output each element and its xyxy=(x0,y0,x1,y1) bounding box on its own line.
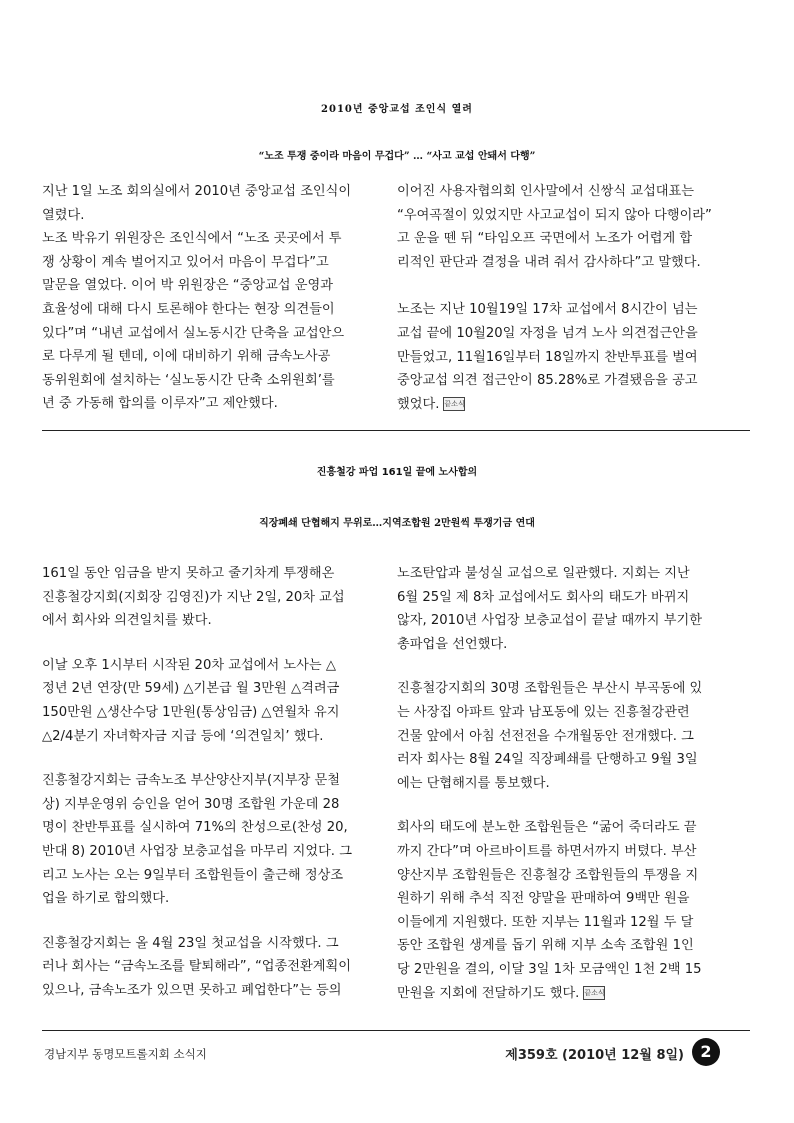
text-line: 리고 노사는 오는 9일부터 조합원들이 출근해 정상조 xyxy=(42,867,344,883)
text-line: 정년 2년 연장(만 59세) △기본급 월 3만원 △격려금 xyxy=(42,681,340,697)
text-line: 이어진 사용자협의회 인사말에서 신쌍식 교섭대표는 xyxy=(397,184,695,199)
article1-right-column xyxy=(397,180,727,416)
text-line: 총파업을 선언했다. xyxy=(397,636,508,652)
text-line: 진흥철강지회는 금속노조 부산양산지부(지부장 문철 xyxy=(42,773,340,789)
article2-left-paragraph xyxy=(42,932,372,1003)
article2-headline: 진흥철강 파업 161일 끝에 노사합의 xyxy=(316,467,478,478)
article2-right-paragraph xyxy=(397,677,727,795)
text-line: 있다”며 “내년 교섭에서 실노동시간 단축을 교섭안으 xyxy=(42,325,345,341)
article2-subheadline: 직장폐쇄 단협해지 무위로…지역조합원 2만원씩 투쟁기금 연대 xyxy=(259,518,535,529)
text-line: 있으나, 금속노조가 있으면 못하고 폐업한다”는 등의 xyxy=(42,982,342,998)
article2-right-paragraph xyxy=(397,816,727,1005)
page-number: 2 xyxy=(692,1038,720,1066)
text-line: 150만원 △생산수당 1만원(통상임금) △연월차 유지 xyxy=(42,704,340,720)
article1-left-paragraph xyxy=(42,180,372,416)
article1-headline: 2010년 중앙교섭 조인식 열려 xyxy=(321,104,473,115)
text-line: 반대 8) 2010년 사업장 보충교섭을 마무리 지었다. 그 xyxy=(42,843,352,859)
text-line: 교섭 끝에 10월20일 자정을 넘겨 노사 의견접근안을 xyxy=(397,325,698,341)
text-line: 이들에게 지원했다. 또한 지부는 11월과 12월 두 달 xyxy=(397,914,694,930)
text-line: 않자, 2010년 사업장 보충교섭이 끝날 때까지 부기한 xyxy=(397,613,702,629)
text-line: 는 사장집 아파트 앞과 남포동에 있는 진흥철강관련 xyxy=(397,704,690,720)
text-line: 리적인 판단과 결정을 내려 줘서 감사하다”고 말했다. xyxy=(397,254,701,270)
text-line: 말문을 열었다. 이어 박 위원장은 “중앙교섭 운영과 xyxy=(42,278,333,294)
article2-left-paragraph xyxy=(42,654,372,748)
text-line: 지난 1일 노조 회의실에서 2010년 중앙교섭 조인식이 xyxy=(42,184,352,199)
issue-info: 제359호 (2010년 12월 8일) xyxy=(505,1048,684,1063)
article1-left-column xyxy=(42,180,372,416)
text-line: 6월 25일 제 8차 교섭에서도 회사의 태도가 바뀌지 xyxy=(397,589,690,605)
text-line xyxy=(397,393,727,417)
text-line: 노조탄압과 불성실 교섭으로 일관했다. 지회는 지난 xyxy=(397,566,690,581)
newsletter-name: 경남지부 동명모트롤지회 소식지 xyxy=(44,1047,207,1061)
text-line: 원하기 위해 추석 직전 양말을 판매하여 9백만 원을 xyxy=(397,891,690,907)
text-line: 쟁 상황이 계속 벌어지고 있어서 마음이 무겁다”고 xyxy=(42,254,329,270)
text-line xyxy=(397,982,727,1006)
text-line: 진흥철강지회(지회장 김영진)가 지난 2일, 20차 교섭 xyxy=(42,589,345,605)
article2-left-column xyxy=(42,562,372,1003)
text-line: 상) 지부운영위 승인을 얻어 30명 조합원 가운데 28 xyxy=(42,796,340,812)
text-line: 노조는 지난 10월19일 17차 교섭에서 8시간이 넘는 xyxy=(397,302,698,318)
text-line: 161일 동안 임금을 받지 못하고 줄기차게 투쟁해온 xyxy=(42,566,335,581)
section-divider xyxy=(42,430,750,431)
text-line-end: 만원을 지회에 전달하기도 했다. xyxy=(397,985,580,1001)
text-line: 동안 조합원 생계를 돕기 위해 지부 소속 조합원 1인 xyxy=(397,938,694,954)
article1-right-paragraph xyxy=(397,298,727,416)
text-line-end: 했었다. xyxy=(397,396,440,412)
text-line: 건물 앞에서 아침 선전전을 수개월동안 전개했다. 그 xyxy=(397,728,694,744)
text-line: 이날 오후 1시부터 시작된 20차 교섭에서 노사는 △ xyxy=(42,657,336,673)
article2-right-paragraph xyxy=(397,562,727,656)
text-line: 에서 회사와 의견일치를 봤다. xyxy=(42,613,212,629)
text-line: 양산지부 조합원들은 진흥철강 조합원들의 투쟁을 지 xyxy=(397,867,699,883)
article1-subheadline: “노조 투쟁 중이라 마음이 무겁다” … “사고 교섭 안돼서 다행” xyxy=(258,151,536,162)
footer-divider xyxy=(42,1030,750,1031)
text-line: 로 다루게 될 텐데, 이에 대비하기 위해 금속노사공 xyxy=(42,349,331,365)
text-line: 년 중 가동해 합의를 이루자”고 제안했다. xyxy=(42,396,278,412)
text-line: △2/4분기 자녀학자금 지급 등에 ‘의견일치’ 했다. xyxy=(42,728,324,744)
text-line: 만들었고, 11월16일부터 18일까지 찬반투표를 벌여 xyxy=(397,349,698,365)
text-line: 동위원회에 설치하는 ‘실노동시간 단축 소위원회’를 xyxy=(42,372,335,388)
text-line: 명이 찬반투표를 실시하여 71%의 찬성으로(찬성 20, xyxy=(42,820,348,836)
text-line: 러나 회사는 “금속노조를 탈퇴해라”, “업종전환계획이 xyxy=(42,959,351,975)
text-line: 열렸다. xyxy=(42,207,85,223)
text-line: 업을 하기로 합의했다. xyxy=(42,891,170,907)
end-mark-icon: 끝소식 xyxy=(583,986,605,1000)
text-line: “우여곡절이 있었지만 사고교섭이 되지 않아 다행이라” xyxy=(397,207,712,223)
text-line: 중앙교섭 의견 접근안이 85.28%로 가결됐음을 공고 xyxy=(397,373,698,389)
end-mark-icon: 끝소식 xyxy=(443,397,465,411)
text-line: 진흥철강지회는 올 4월 23일 첫교섭을 시작했다. 그 xyxy=(42,935,339,951)
text-line: 에는 단협해지를 통보했다. xyxy=(397,775,550,791)
text-line: 당 2만원을 결의, 이달 3일 1차 모금액인 1천 2백 15 xyxy=(397,961,702,977)
article1-right-paragraph xyxy=(397,180,727,274)
text-line: 러자 회사는 8월 24일 직장폐쇄를 단행하고 9월 3일 xyxy=(397,752,698,768)
text-line: 진흥철강지회의 30명 조합원들은 부산시 부곡동에 있 xyxy=(397,681,703,697)
text-line: 회사의 태도에 분노한 조합원들은 “굶어 죽더라도 끝 xyxy=(397,820,697,836)
text-line: 까지 간다”며 아르바이트를 하면서까지 버텼다. 부산 xyxy=(397,843,697,859)
text-line: 효율성에 대해 다시 토론해야 한다는 현장 의견들이 xyxy=(42,301,335,317)
article2-left-paragraph xyxy=(42,562,372,633)
text-line: 고 운을 뗀 뒤 “타임오프 국면에서 노조가 어렵게 합 xyxy=(397,231,693,247)
article2-right-column xyxy=(397,562,727,1005)
article2-left-paragraph xyxy=(42,769,372,911)
text-line: 노조 박유기 위원장은 조인식에서 “노조 곳곳에서 투 xyxy=(42,231,342,247)
